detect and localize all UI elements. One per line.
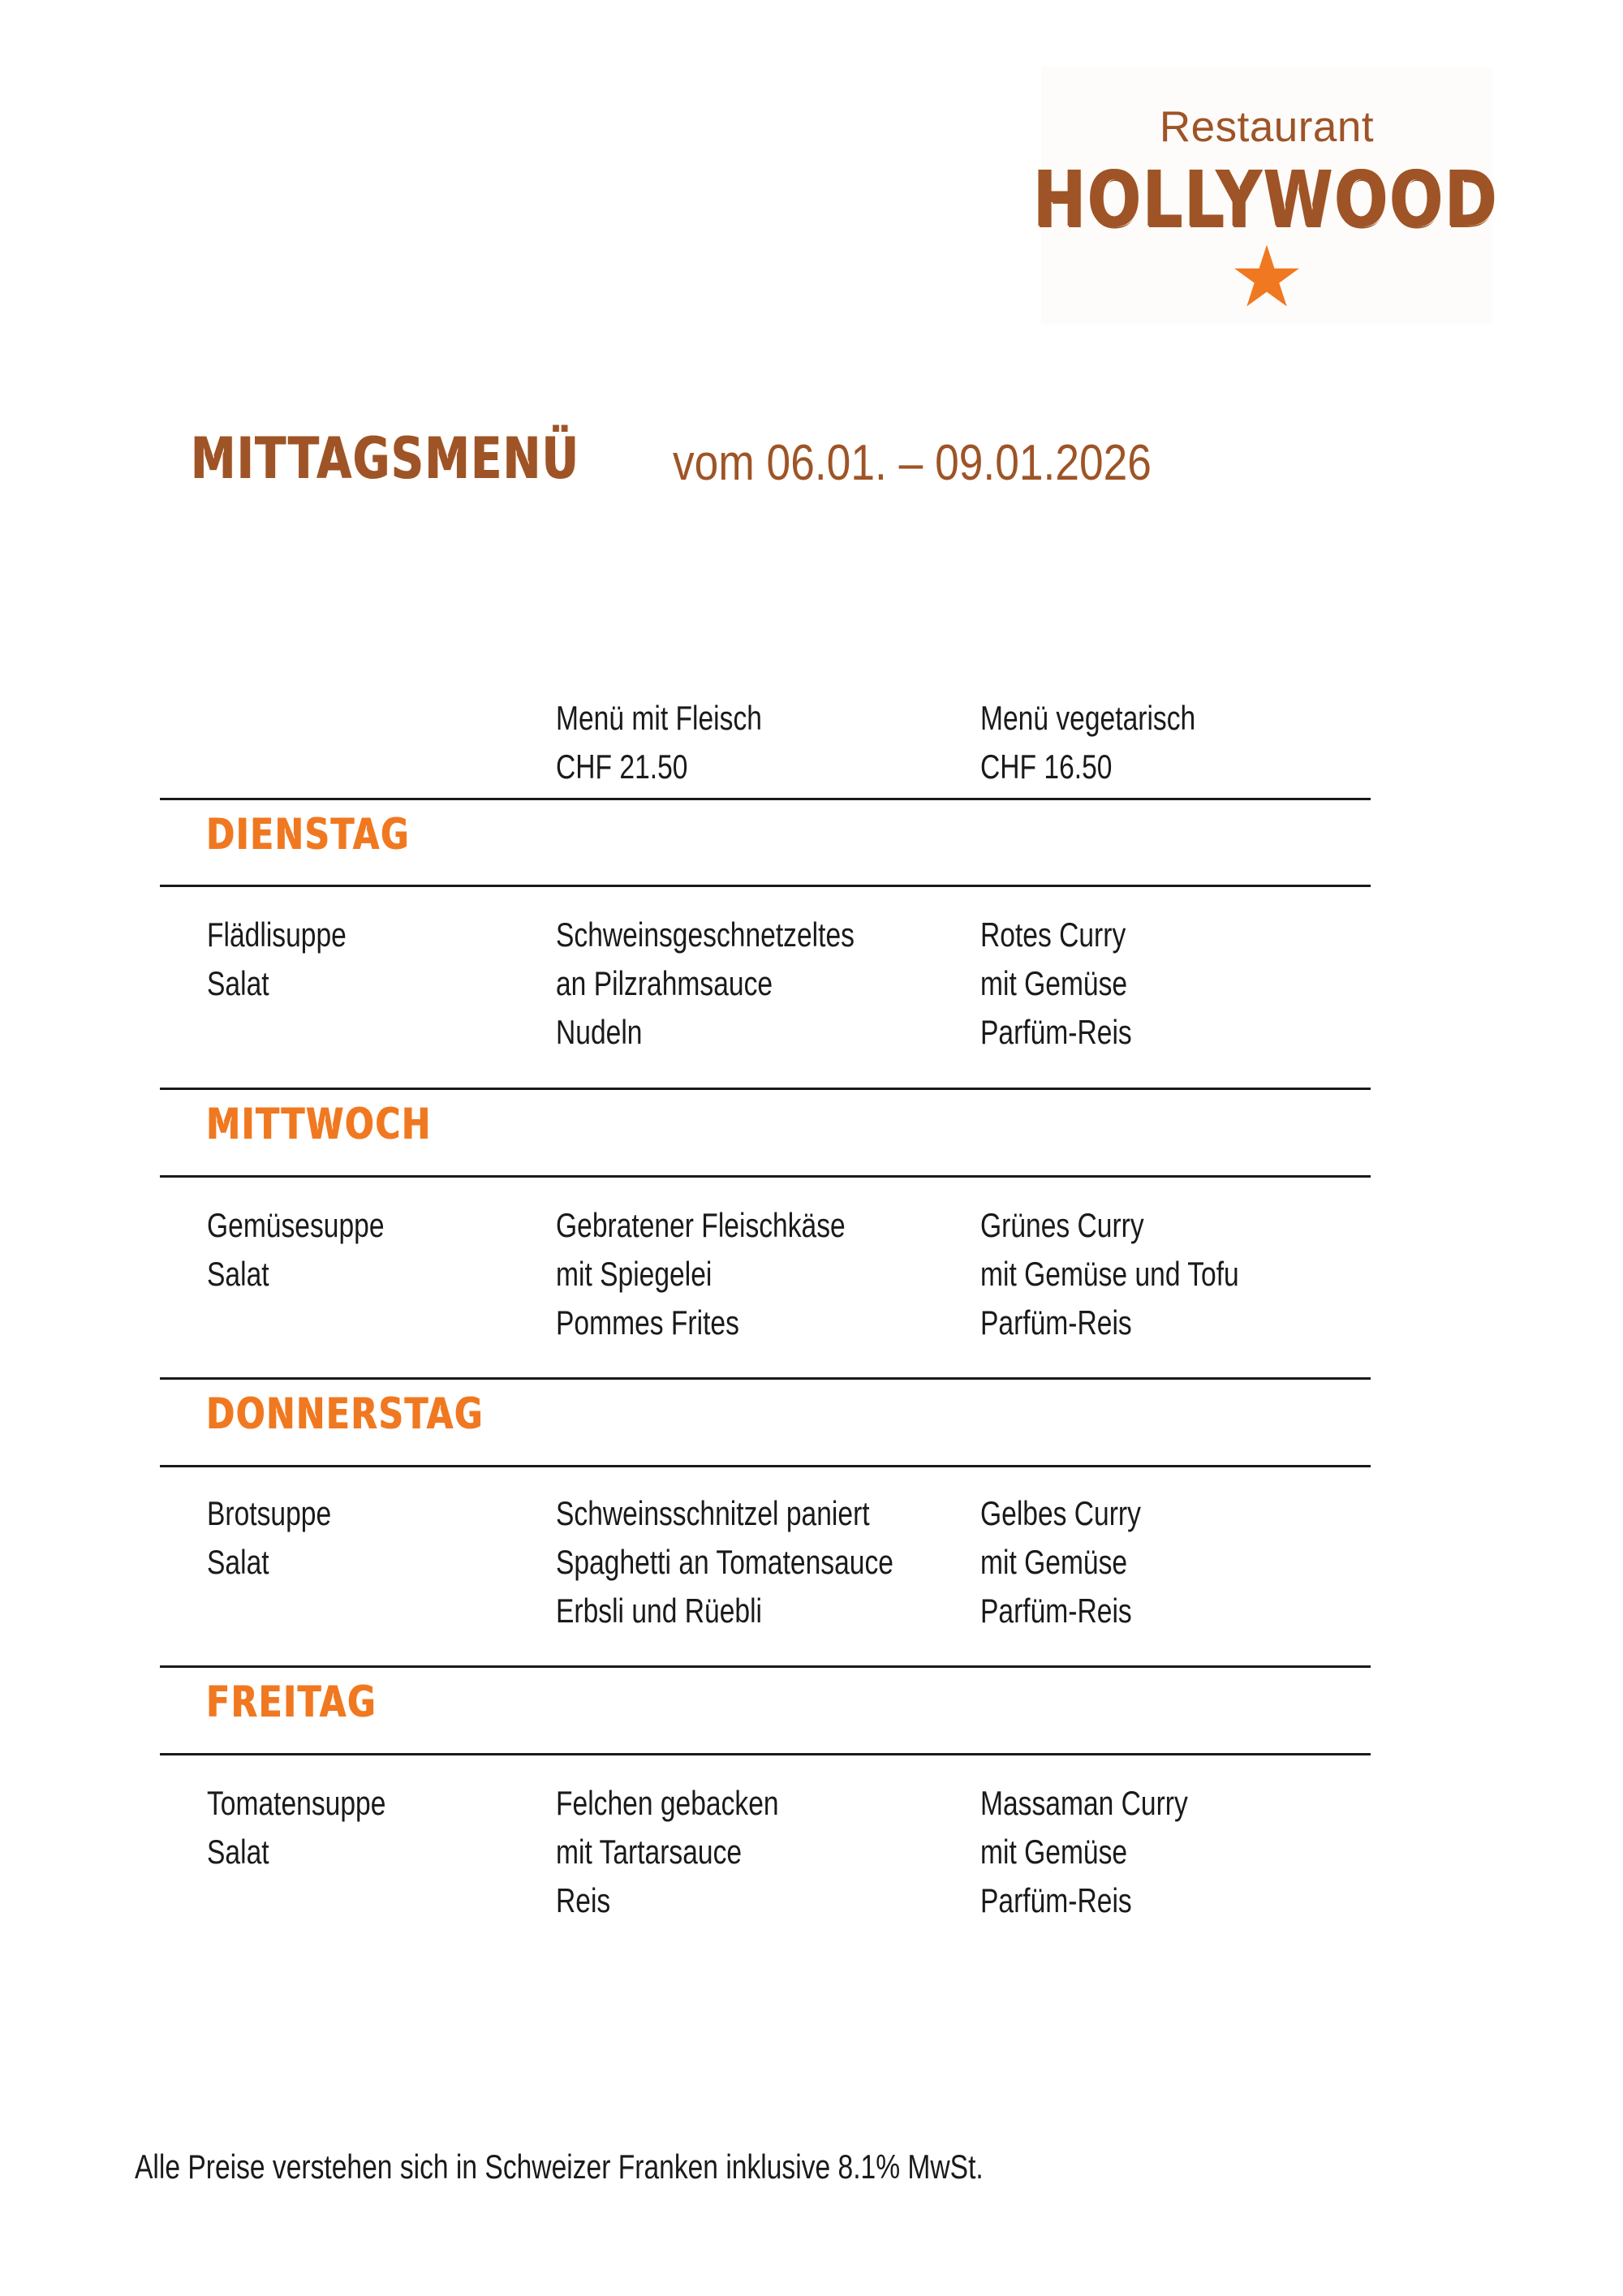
divider bbox=[160, 885, 1371, 887]
menu-line: mit Gemüse und Tofu bbox=[980, 1255, 1239, 1294]
day-meat-donnerstag bbox=[556, 1489, 893, 1635]
day-heading-mittwoch: MITTWOCH bbox=[207, 1100, 433, 1150]
menu-line: Spaghetti an Tomatensauce bbox=[556, 1543, 893, 1582]
menu-line: Salat bbox=[207, 1543, 269, 1582]
day-starter-dienstag bbox=[207, 911, 347, 1008]
day-vegetarian-freitag bbox=[980, 1779, 1188, 1925]
menu-line: Salat bbox=[207, 1255, 269, 1294]
menu-line: Grünes Curry bbox=[980, 1206, 1144, 1244]
page-title bbox=[192, 424, 1190, 493]
menu-line: an Pilzrahmsauce bbox=[556, 964, 773, 1003]
day-vegetarian-donnerstag bbox=[980, 1489, 1141, 1635]
menu-line: Parfüm-Reis bbox=[980, 1013, 1132, 1052]
day-meat-freitag bbox=[556, 1779, 779, 1925]
divider bbox=[160, 798, 1371, 800]
logo-restaurant-label: Restaurant bbox=[1159, 103, 1375, 151]
column-header-meat-price: CHF 21.50 bbox=[556, 747, 688, 786]
day-starter-freitag bbox=[207, 1779, 385, 1876]
menu-line: Gelbes Curry bbox=[980, 1494, 1141, 1532]
menu-line: Gebratener Fleischkäse bbox=[556, 1206, 846, 1244]
divider bbox=[160, 1175, 1371, 1178]
menu-line: mit Gemüse bbox=[980, 1543, 1128, 1582]
menu-line: mit Spiegelei bbox=[556, 1255, 712, 1294]
divider bbox=[160, 1753, 1371, 1755]
price-disclaimer: Alle Preise verstehen sich in Schweizer Franken inklusive 8.1% MwSt. bbox=[135, 2147, 984, 2186]
menu-line: Nudeln bbox=[556, 1013, 643, 1052]
restaurant-logo bbox=[1034, 67, 1500, 325]
menu-line: Reis bbox=[556, 1881, 611, 1920]
day-heading-dienstag: DIENSTAG bbox=[207, 810, 411, 860]
column-header-meat-label: Menü mit Fleisch bbox=[556, 699, 762, 737]
menu-line: Pommes Frites bbox=[556, 1303, 739, 1342]
day-vegetarian-dienstag bbox=[980, 911, 1132, 1057]
menu-line: Massaman Curry bbox=[980, 1784, 1188, 1822]
menu-line: Felchen gebacken bbox=[556, 1784, 779, 1822]
column-header-vegetarian bbox=[980, 694, 1195, 790]
page-title-main: MITTAGSMENÜ bbox=[192, 424, 581, 493]
menu-line: Brotsuppe bbox=[207, 1494, 332, 1532]
star-icon: ★ bbox=[1229, 230, 1305, 325]
menu-line: Salat bbox=[207, 964, 269, 1003]
menu-line: mit Tartarsauce bbox=[556, 1833, 743, 1872]
day-meat-mittwoch bbox=[556, 1201, 846, 1347]
divider bbox=[160, 1088, 1371, 1090]
day-heading-freitag: FREITAG bbox=[207, 1678, 378, 1728]
menu-column-headers bbox=[160, 694, 1371, 791]
column-header-vegetarian-label: Menü vegetarisch bbox=[980, 699, 1196, 737]
divider bbox=[160, 1665, 1371, 1668]
menu-line: Schweinsschnitzel paniert bbox=[556, 1494, 870, 1532]
menu-line: mit Gemüse bbox=[980, 1833, 1128, 1872]
column-header-vegetarian-price: CHF 16.50 bbox=[980, 747, 1113, 786]
logo-hollywood-wordmark: HOLLYWOOD bbox=[1034, 154, 1500, 244]
day-heading-donnerstag: DONNERSTAG bbox=[207, 1389, 484, 1440]
menu-line: Gemüsesuppe bbox=[207, 1206, 385, 1244]
day-starter-donnerstag bbox=[207, 1489, 331, 1587]
menu-line: Salat bbox=[207, 1833, 269, 1872]
menu-line: Parfüm-Reis bbox=[980, 1881, 1132, 1920]
menu-line: Flädlisuppe bbox=[207, 915, 347, 954]
menu-line: Parfüm-Reis bbox=[980, 1303, 1132, 1342]
menu-line: Schweinsgeschnetzeltes bbox=[556, 915, 855, 954]
menu-line: Parfüm-Reis bbox=[980, 1592, 1132, 1630]
menu-line: Tomatensuppe bbox=[207, 1784, 386, 1822]
day-starter-mittwoch bbox=[207, 1201, 385, 1299]
menu-line: Rotes Curry bbox=[980, 915, 1126, 954]
divider bbox=[160, 1465, 1371, 1467]
menu-line: Erbsli und Rüebli bbox=[556, 1592, 763, 1630]
menu-line: mit Gemüse bbox=[980, 964, 1128, 1003]
divider bbox=[160, 1377, 1371, 1380]
page-title-date-range: vom 06.01. – 09.01.2026 bbox=[672, 435, 1152, 491]
column-header-meat bbox=[556, 694, 762, 790]
day-vegetarian-mittwoch bbox=[980, 1201, 1239, 1347]
day-meat-dienstag bbox=[556, 911, 855, 1057]
